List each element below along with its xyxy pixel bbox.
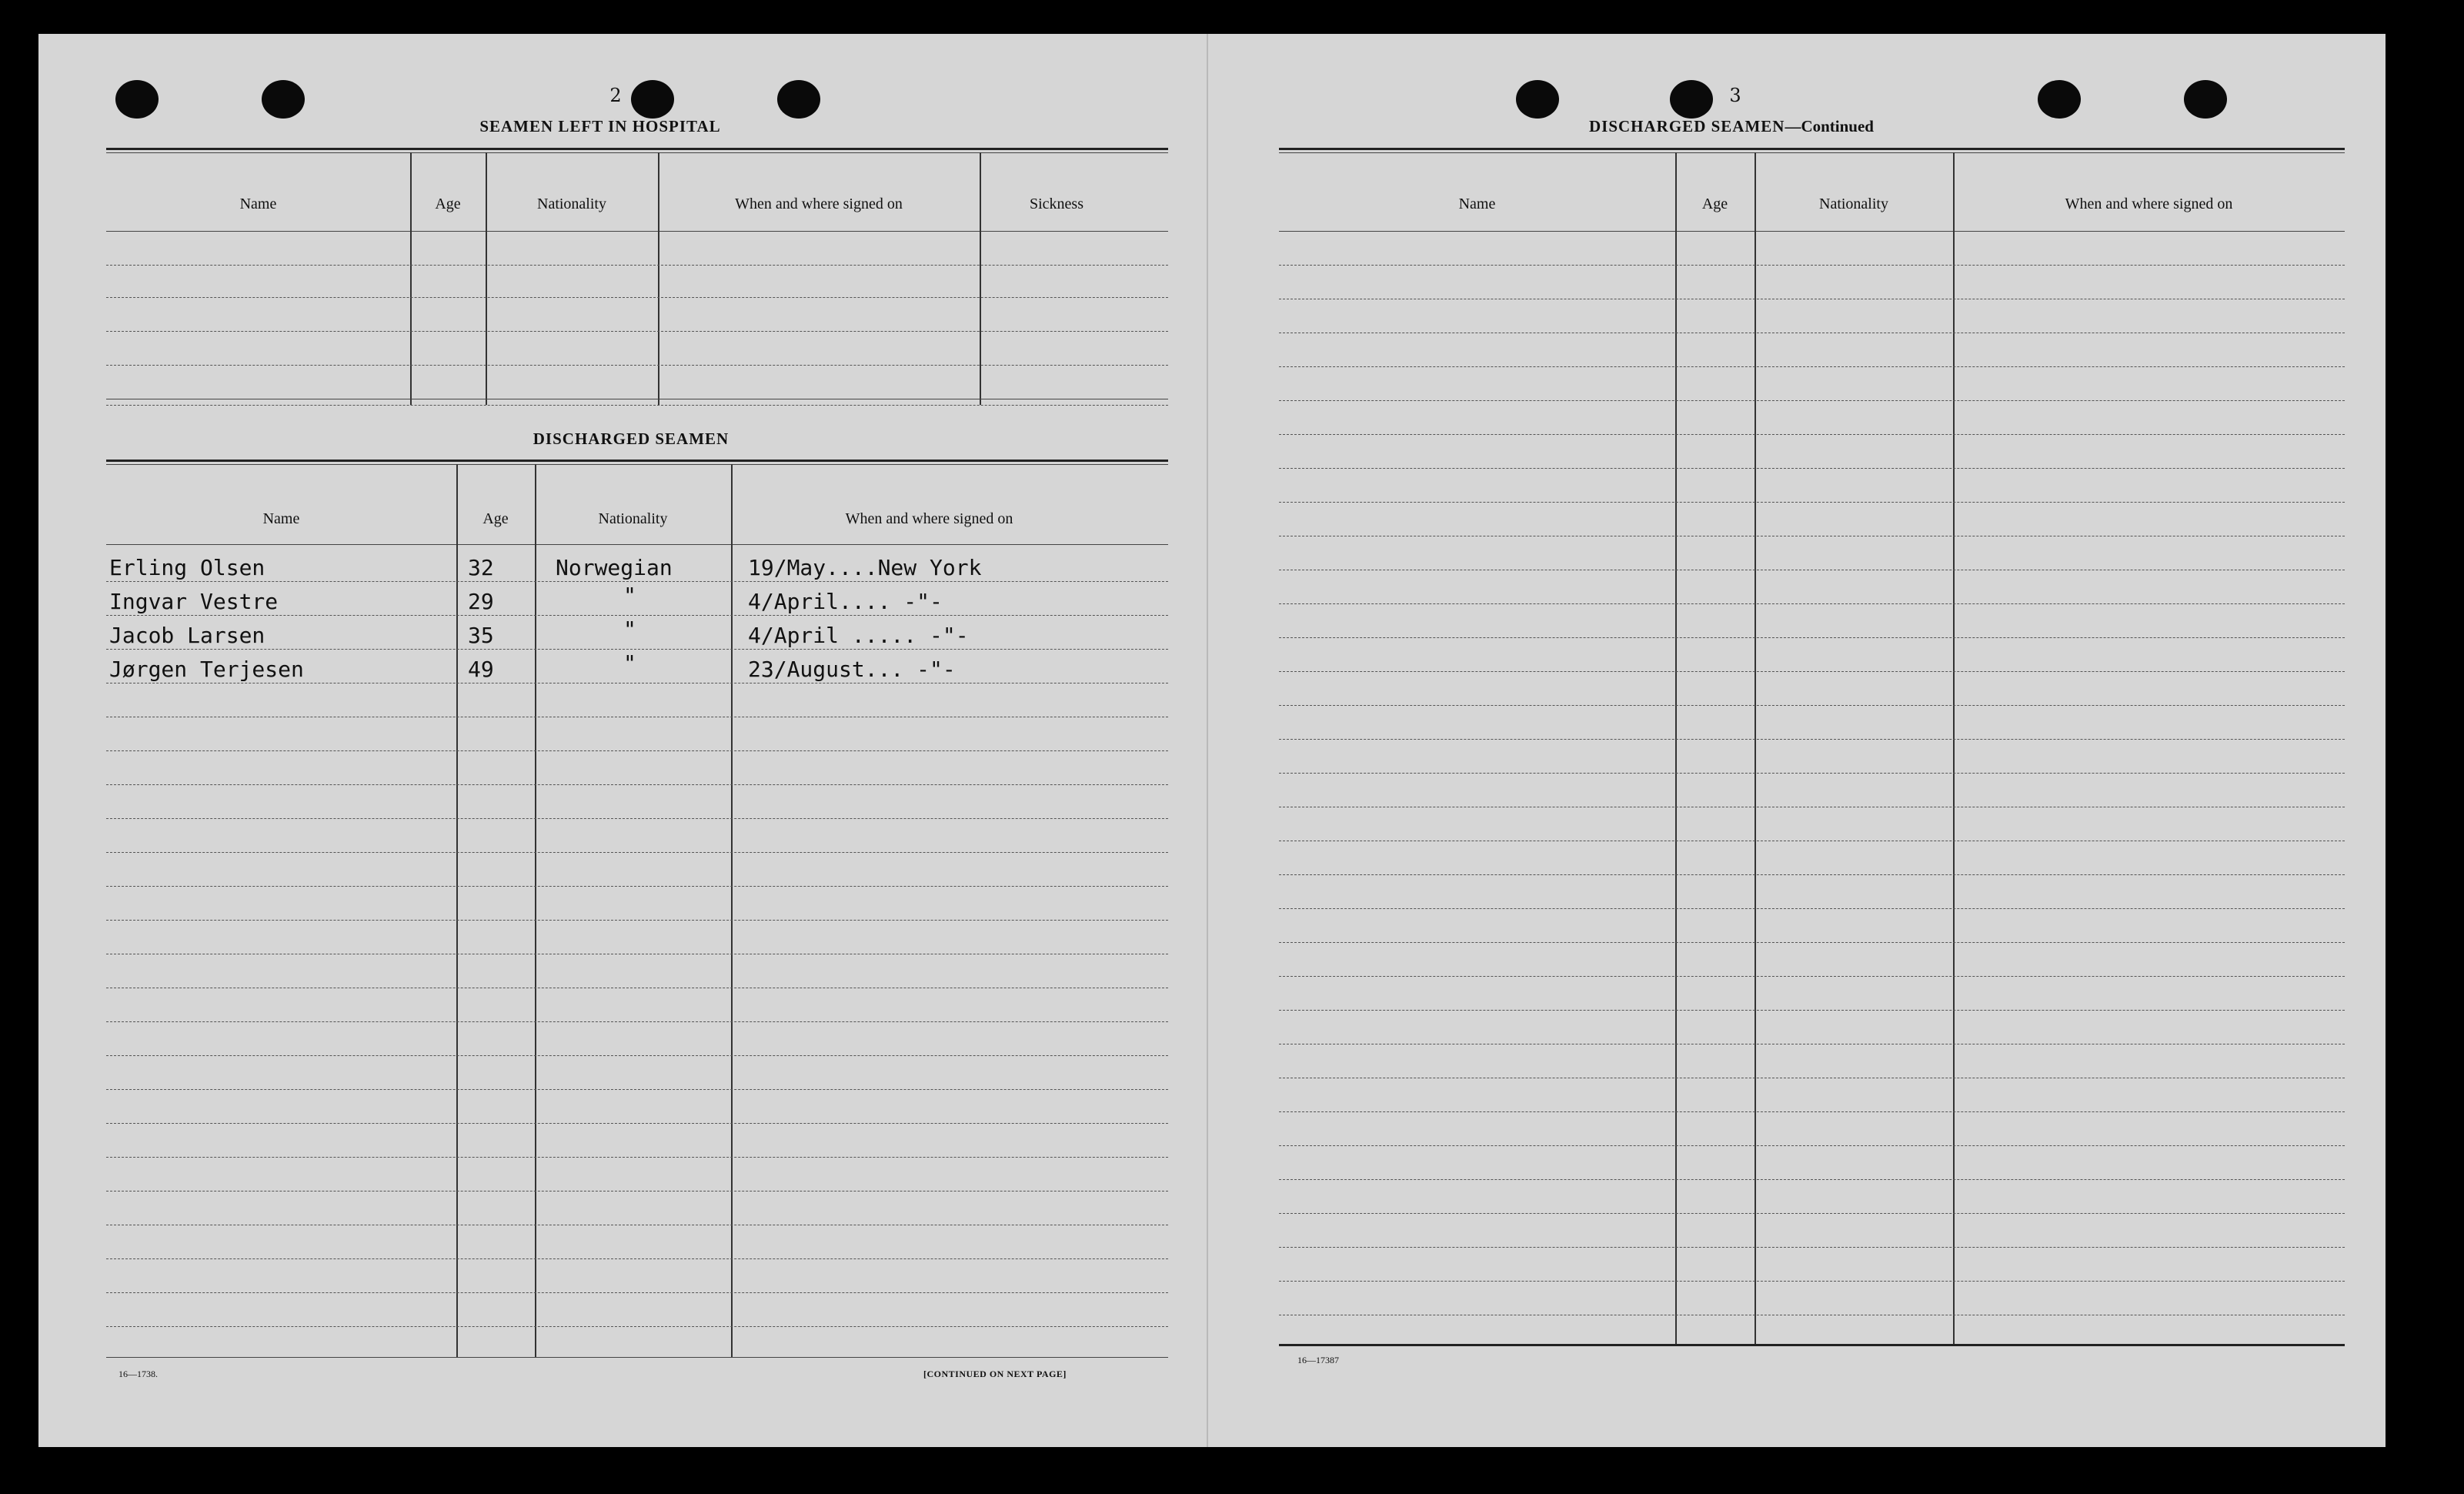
punch-hole: [1670, 80, 1713, 119]
discharged-table: [106, 460, 1168, 1365]
seaman-age: 32: [468, 555, 494, 580]
seaman-signed-on: 23/August... -"-: [748, 657, 956, 682]
seaman-nationality: ": [623, 583, 636, 608]
column-header-age: Age: [1701, 196, 1728, 212]
punch-hole: [1516, 80, 1559, 119]
page-fold: [1207, 34, 1208, 1447]
column-header-nationality: Nationality: [537, 196, 606, 212]
punch-hole: [2184, 80, 2227, 119]
column-header-signed-on: When and where signed on: [2065, 196, 2233, 212]
punch-hole: [2038, 80, 2081, 119]
column-header-age: Age: [435, 196, 461, 212]
column-header-signed-on: When and where signed on: [735, 196, 903, 212]
column-header-signed-on: When and where signed on: [845, 510, 1013, 527]
column-header-name: Name: [239, 196, 277, 212]
seaman-signed-on: 19/May....New York: [748, 555, 982, 580]
seaman-age: 29: [468, 589, 494, 614]
column-header-name: Name: [262, 510, 300, 527]
hospital-section-title: SEAMEN LEFT IN HOSPITAL: [479, 117, 721, 135]
seaman-nationality: ": [623, 650, 636, 676]
form-number-left: 16—1738.: [119, 1369, 158, 1379]
page-number-left: 2: [609, 85, 622, 106]
seaman-age: 35: [468, 623, 494, 648]
title-main: DISCHARGED SEAMEN: [1589, 117, 1785, 135]
column-header-nationality: Nationality: [1819, 196, 1888, 212]
seaman-nationality: ": [623, 617, 636, 642]
discharged-continued-table: [1279, 148, 2345, 1356]
discharged-continued-title: [1547, 117, 1916, 136]
punch-hole: [115, 80, 159, 119]
seaman-age: 49: [468, 657, 494, 682]
continued-note: [CONTINUED ON NEXT PAGE]: [923, 1369, 1067, 1379]
seaman-signed-on: 4/April.... -"-: [748, 589, 943, 614]
hospital-table: [106, 148, 1168, 409]
column-header-nationality: Nationality: [598, 510, 668, 527]
discharged-section-title: DISCHARGED SEAMEN: [533, 429, 730, 448]
seaman-name: Jørgen Terjesen: [109, 657, 304, 682]
ledger-sheet: [38, 34, 2386, 1447]
title-suffix: —Continued: [1785, 117, 1874, 135]
column-header-age: Age: [482, 510, 509, 527]
page-number-right: 3: [1729, 85, 1741, 106]
column-header-sickness: Sickness: [1030, 196, 1083, 212]
column-header-name: Name: [1458, 196, 1496, 212]
seaman-name: Jacob Larsen: [109, 623, 265, 648]
seaman-nationality: Norwegian: [556, 555, 673, 580]
punch-hole: [262, 80, 305, 119]
punch-hole: [777, 80, 820, 119]
form-number-right: 16—17387: [1297, 1355, 1339, 1365]
seaman-signed-on: 4/April ..... -"-: [748, 623, 969, 648]
seaman-name: Erling Olsen: [109, 555, 265, 580]
seaman-name: Ingvar Vestre: [109, 589, 279, 614]
